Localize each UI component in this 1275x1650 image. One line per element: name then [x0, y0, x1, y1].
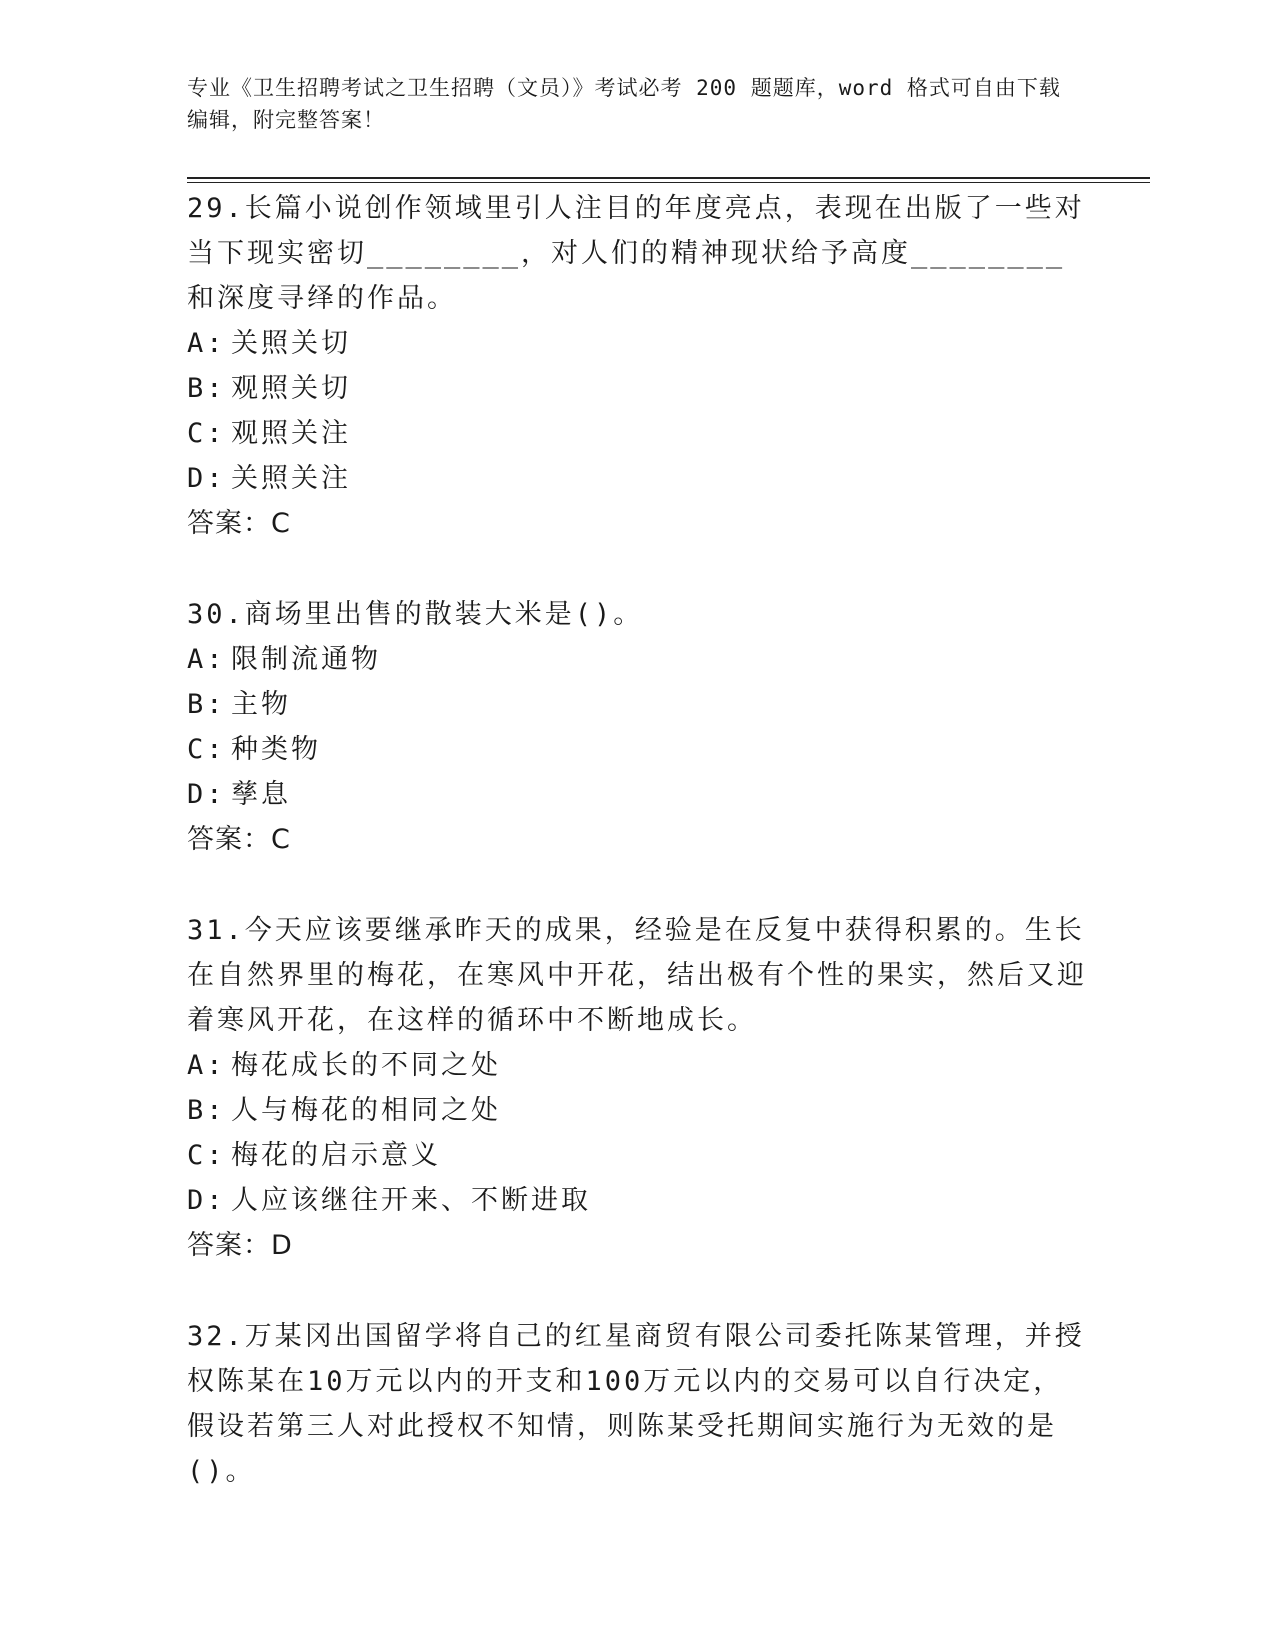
option-c — [187, 727, 1087, 772]
option-b — [187, 1088, 1087, 1133]
question-30 — [187, 592, 1087, 862]
option-letter: D: — [187, 463, 226, 494]
document-header: 专业《卫生招聘考试之卫生招聘（文员）》考试必考 200 题题库，word 格式可自由下载编辑，附完整答案！ — [187, 76, 1061, 132]
option-letter: A: — [187, 1050, 226, 1081]
option-letter: D: — [187, 1185, 226, 1216]
option-text: 人与梅花的相同之处 — [231, 1095, 501, 1126]
option-text: 梅花的启示意义 — [231, 1140, 441, 1171]
option-letter: B: — [187, 689, 226, 720]
option-b — [187, 682, 1087, 727]
option-c — [187, 411, 1087, 456]
option-letter: B: — [187, 373, 226, 404]
option-text: 观照关注 — [231, 418, 351, 449]
option-b — [187, 366, 1087, 411]
question-text: 30.商场里出售的散装大米是()。 — [187, 599, 644, 630]
question-32 — [187, 1314, 1087, 1494]
option-a — [187, 637, 1087, 682]
option-d — [187, 772, 1087, 817]
question-list — [187, 186, 1087, 1540]
question-text: 32.万某冈出国留学将自己的红星商贸有限公司委托陈某管理，并授权陈某在10万元以内的开支和100万元以内的交易可以自行决定，假设若第三人对此授权不知情，则陈某受托期间实施行为无效的是()。 — [187, 1321, 1085, 1487]
header-divider-thick — [187, 177, 1150, 179]
option-d — [187, 1178, 1087, 1223]
option-text: 人应该继往开来、不断进取 — [231, 1185, 591, 1216]
option-c — [187, 1133, 1087, 1178]
option-a — [187, 1043, 1087, 1088]
answer-line: 答案：C — [187, 508, 291, 539]
option-text: 孳息 — [231, 779, 291, 810]
option-text: 主物 — [231, 689, 291, 720]
option-d — [187, 456, 1087, 501]
question-text: 29.长篇小说创作领域里引人注目的年度亮点，表现在出版了一些对当下现实密切________，对人们的精神现状给予高度________和深度寻绎的作品。 — [187, 193, 1085, 314]
option-letter: B: — [187, 1095, 226, 1126]
option-text: 关照关注 — [231, 463, 351, 494]
question-text: 31.今天应该要继承昨天的成果，经验是在反复中获得积累的。生长在自然界里的梅花，在寒风中开花，结出极有个性的果实，然后又迎着寒风开花，在这样的循环中不断地成长。 — [187, 915, 1087, 1036]
option-text: 关照关切 — [231, 328, 351, 359]
question-31 — [187, 908, 1087, 1268]
answer-line: 答案：C — [187, 824, 291, 855]
answer-line: 答案：D — [187, 1230, 293, 1261]
option-text: 观照关切 — [231, 373, 351, 404]
option-letter: C: — [187, 418, 226, 449]
option-letter: A: — [187, 328, 226, 359]
option-text: 梅花成长的不同之处 — [231, 1050, 501, 1081]
header-divider-thin — [187, 182, 1150, 183]
option-letter: A: — [187, 644, 226, 675]
option-text: 限制流通物 — [231, 644, 381, 675]
option-letter: D: — [187, 779, 226, 810]
option-letter: C: — [187, 734, 226, 765]
option-text: 种类物 — [231, 734, 321, 765]
option-letter: C: — [187, 1140, 226, 1171]
option-a — [187, 321, 1087, 366]
question-29 — [187, 186, 1087, 546]
